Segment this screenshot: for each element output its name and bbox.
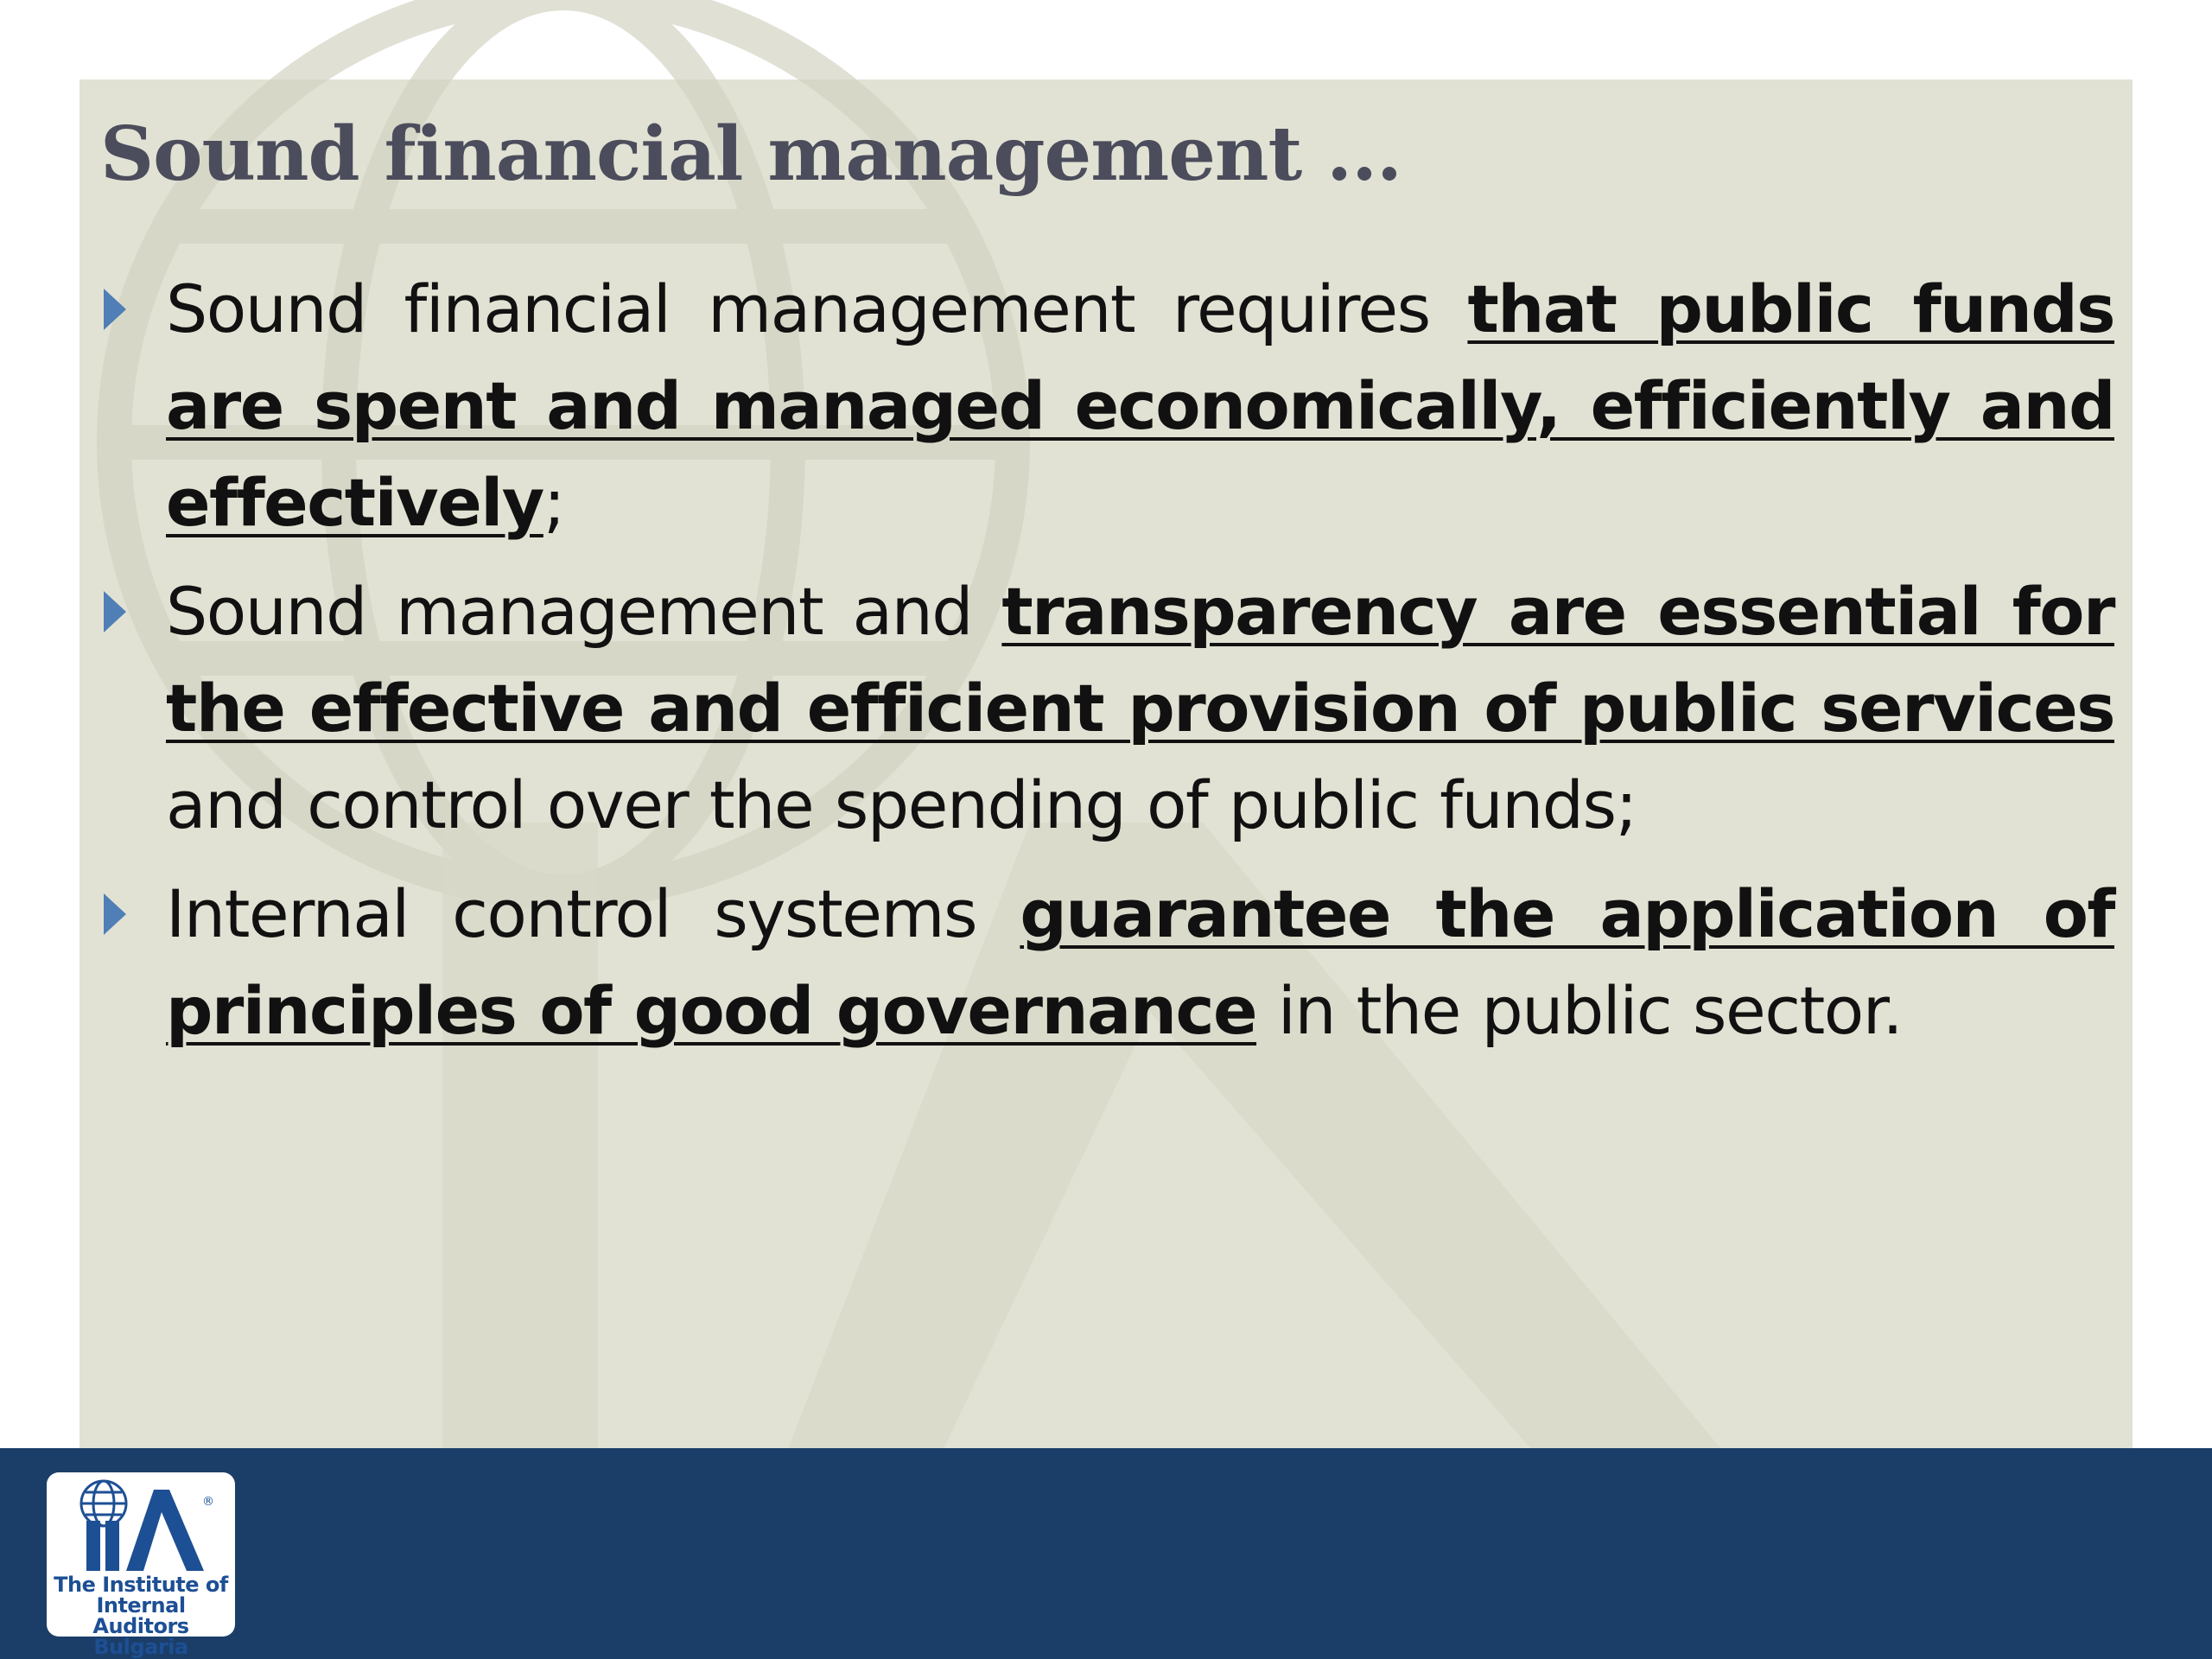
triangle-right-icon <box>104 591 126 632</box>
bullet-segment: and control over the spending of public funds; <box>166 766 1637 843</box>
footer-bar <box>0 1448 2212 1659</box>
bullet-item <box>79 866 2133 1059</box>
bullet-item <box>79 563 2133 854</box>
logo-caption-line: The Institute of <box>54 1573 228 1597</box>
bullet-text <box>166 261 2114 551</box>
bullet-segment: Sound financial management requires <box>166 270 1468 347</box>
triangle-right-icon <box>104 289 126 330</box>
iia-mark <box>83 1483 213 1573</box>
bullet-text <box>166 866 2114 1059</box>
registered-mark: ® <box>202 1495 214 1509</box>
bullet-list <box>79 261 2133 1059</box>
iia-logo <box>47 1472 235 1659</box>
logo-caption-line: Bulgaria <box>93 1635 188 1659</box>
bullet-item <box>79 261 2133 551</box>
bullet-emphasis: that public funds are spent and managed economically, efficiently and effectively <box>166 270 2114 541</box>
content-panel <box>79 79 2133 1449</box>
logo-caption <box>47 1574 235 1657</box>
bullet-segment: Internal control systems <box>166 875 1020 952</box>
triangle-right-icon <box>104 893 126 935</box>
bullet-emphasis: transparency are essential for the effective and efficient provision of public services <box>166 573 2114 747</box>
bullet-segment: ; <box>543 464 564 541</box>
slide-title: Sound financial management ... <box>100 111 1402 198</box>
bullet-text <box>166 563 2114 854</box>
logo-caption-line: Internal Auditors <box>92 1593 189 1638</box>
bullet-segment: Sound management and <box>166 573 1002 650</box>
bullet-emphasis: guarantee the application of principles of good governance <box>166 875 2114 1049</box>
bullet-segment: in the public sector. <box>1256 972 1903 1049</box>
